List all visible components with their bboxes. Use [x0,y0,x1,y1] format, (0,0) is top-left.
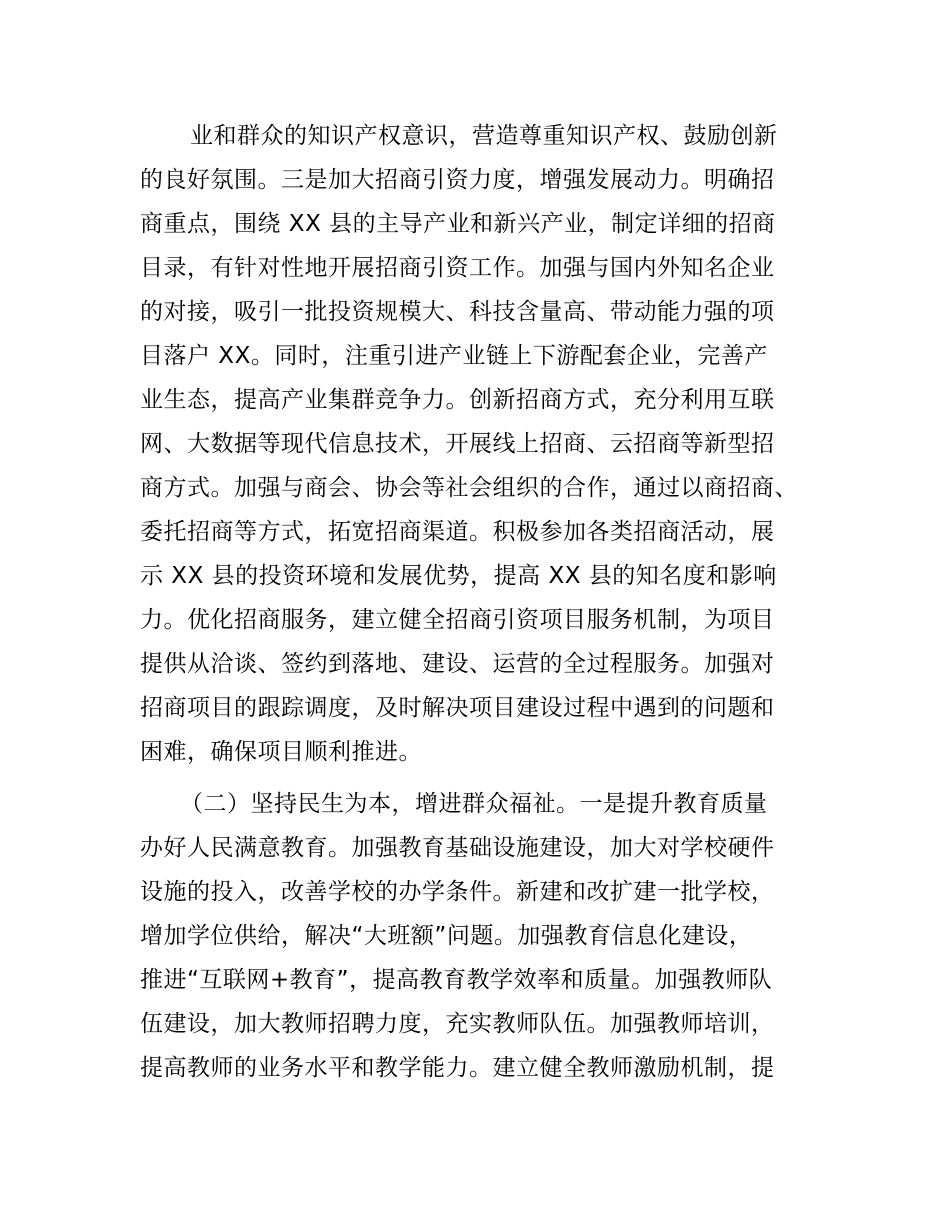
paragraph-line: 的良好氛围。三是加大招商引资力度，增强发展动力。明确招 [140,167,775,193]
paragraph-line: 推进“互联网+教育”，提高教育教学效率和质量。加强教师队 [140,967,773,993]
paragraph-line: （二）坚持民生为本，增进群众福祉。一是提升教育质量 [180,791,768,817]
paragraph-line: 业和群众的知识产权意识，营造尊重知识产权、鼓励创新 [190,123,778,149]
paragraph-line: 伍建设，加大教师招聘力度，充实教师队伍。加强教师培训， [140,1011,775,1037]
paragraph-line: 设施的投入，改善学校的办学条件。新建和改扩建一批学校， [140,879,775,905]
paragraph-line: 商方式。加强与商会、协会等社会组织的合作，通过以商招商、 [140,475,798,501]
paragraph-line: 示 XX 县的投资环境和发展优势，提高 XX 县的知名度和影响 [140,563,777,589]
paragraph-line: 提高教师的业务水平和教学能力。建立健全教师激励机制，提 [140,1055,775,1081]
paragraph-line: 提供从洽谈、签约到落地、建设、运营的全过程服务。加强对 [140,651,775,677]
paragraph-line: 网、大数据等现代信息技术，开展线上招商、云招商等新型招 [140,431,775,457]
paragraph-line: 力。优化招商服务，建立健全招商引资项目服务机制，为项目 [140,607,775,633]
paragraph-line: 的对接，吸引一批投资规模大、科技含量高、带动能力强的项 [140,299,775,325]
paragraph-line: 业生态，提高产业集群竞争力。创新招商方式，充分利用互联 [140,387,775,413]
paragraph-line: 困难，确保项目顺利推进。 [140,739,422,765]
paragraph-line: 招商项目的跟踪调度，及时解决项目建设过程中遇到的问题和 [140,695,775,721]
paragraph-line: 办好人民满意教育。加强教育基础设施建设，加大对学校硬件 [140,835,775,861]
paragraph-line: 目录，有针对性地开展招商引资工作。加强与国内外知名企业 [140,255,775,281]
paragraph-line: 委托招商等方式，拓宽招商渠道。积极参加各类招商活动，展 [140,519,775,545]
paragraph-line: 目落户 XX。同时，注重引进产业链上下游配套企业，完善产 [140,343,768,369]
paragraph-line: 商重点，围绕 XX 县的主导产业和新兴产业，制定详细的招商 [140,211,776,237]
paragraph-line: 增加学位供给，解决“大班额”问题。加强教育信息化建设， [140,923,753,949]
